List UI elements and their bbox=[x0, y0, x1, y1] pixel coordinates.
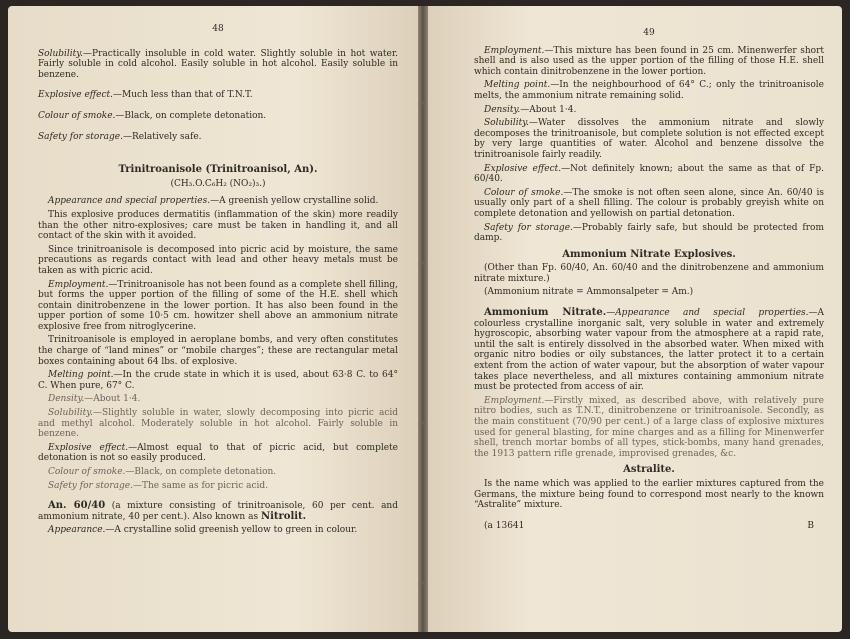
page-number: 49 bbox=[643, 28, 655, 38]
astralite-text: Is the name which was applied to the earlier mixtures captured from the Germans, the mixture being found to correspond most nearly to the known “Astralite” mixture. bbox=[474, 478, 824, 511]
ane-note-ammonium: (Ammonium nitrate = Ammonsalpeter = Am.) bbox=[484, 287, 694, 298]
trinitroanisole-heading: Trinitroanisole (Trinitroanisol, An). bbox=[118, 164, 318, 176]
tna-safety: Safety for storage.—The same as for picric acid. bbox=[48, 480, 269, 491]
an6040-safety: Safety for storage.—Probably fairly safe, but should be protected from damp. bbox=[474, 222, 824, 244]
ammonium-nitrate-explosives-heading: Ammonium Nitrate Explosives. bbox=[562, 248, 736, 260]
ane-note-other-than: (Other than Fp. 60/40, An. 60/40 and the dinitrobenzene and ammonium nitrate mixture.) bbox=[474, 263, 824, 284]
tnt-solubility: Solubility.—Practically insoluble in cold water. Slightly soluble in hot water. Fairly soluble in cold alcohol. Easily soluble in hot alcohol. Easily soluble in benzene. bbox=[38, 48, 398, 80]
an6040-explosive-effect: Explosive effect.—Not definitely known; about the same as that of Fp. 60/40. bbox=[474, 163, 824, 185]
page-number: 48 bbox=[212, 24, 224, 34]
tnt-explosive-effect: Explosive effect.—Much less than that of T.N.T. bbox=[38, 90, 253, 101]
tnt-colour-of-smoke: Colour of smoke.—Black, on complete detonation. bbox=[38, 110, 267, 121]
tnt-safety: Safety for storage.—Relatively safe. bbox=[38, 131, 202, 142]
an6040-definition: An. 60/40 (a mixture consisting of trinitroanisole, 60 per cent. and ammonium nitrate, 40 per cent.). Also known as Nitrolit. bbox=[38, 500, 398, 522]
ammonium-nitrate-appearance: Ammonium Nitrate.—Appearance and special properties.—A colourless crystalline inorganic salt, very soluble in water and extremely hygroscopic, absorbing water vapour from the atmosphere at a rapid rate, until the salt is entirely dissolved in the absorbed water. When mixed with organic nitro bodies or oily substances, the latter protect it to a certain extent from the action of water vapour, but the absorption of water vapour takes place nevertheless, and all mixtures containing ammonium nitrate must be protected from access of air. bbox=[474, 307, 825, 393]
tna-melting-point: Melting point.—In the crude state in which it is used, about 63·8 C. to 64° C. When pure, 67° C. bbox=[38, 370, 398, 391]
tna-colour-of-smoke: Colour of smoke.—Black, on complete detonation. bbox=[48, 467, 277, 477]
tna-aeroplane: Trinitroanisole is employed in aeroplane bombs, and very often constitutes the charge of “land mines” or “mobile charges”; these are rectangular metal boxes containing about 64 lbs. of explosive. bbox=[38, 335, 398, 367]
an6040-melting-point: Melting point.—In the neighbourhood of 64° C.; only the trinitroanisole melts, the ammonium nitrate remaining solid. bbox=[474, 80, 824, 101]
tna-appearance: Appearance and special properties.—A greenish yellow crystalline solid. bbox=[48, 196, 379, 207]
right-page bbox=[428, 6, 842, 632]
ammonium-nitrate-employment: Employment.—Firstly mixed, as described above, with relatively pure nitro bodies, such as T.N.T., dinitrobenzene or trinitroanisole. Secondly, as the main constituent (70/90 per cent.) of a large class of explosive mixtures used for general blasting, for mine charges and as a filling for Minenwerfer shell, trench mortar bombs of all types, stick-bombs, many hand grenades, the 1913 pattern rifle grenade, improvised grenades, &c. bbox=[474, 395, 824, 459]
tna-picric: Since trinitroanisole is decomposed into picric acid by moisture, the same precautions as regards contact with lead and other heavy metals must be taken as with picric acid. bbox=[38, 244, 398, 276]
book-gutter bbox=[418, 6, 428, 632]
an6040-employment: Employment.—This mixture has been found in 25 cm. Minenwerfer short shell and is also used as the upper portion of the filling of those H.E. shell which contain dinitrobenzene in the lower portion. bbox=[474, 45, 824, 77]
an6040-colour-of-smoke: Colour of smoke.—The smoke is not often seen alone, since An. 60/40 is usually only part of a shell filling. The colour is probably greyish white on complete detonation and yellowish on partial detonation. bbox=[474, 187, 824, 219]
trinitroanisole-formula: (CH₃.O.C₆H₂ (NO₂)₃.) bbox=[170, 178, 266, 189]
astralite-heading: Astralite. bbox=[623, 464, 675, 476]
footer-print-code: (a 13641 bbox=[484, 520, 525, 531]
tna-dermatitis: This explosive produces dermatitis (inflammation of the skin) more readily than the other nitro-explosives; care must be taken in handling it, and all contact of the skin with it avoided. bbox=[38, 209, 398, 242]
tna-solubility: Solubility.—Slightly soluble in water, slowly decomposing into picric acid and methyl alcohol. Moderately soluble in hot alcohol. Fairly soluble in benzene. bbox=[38, 408, 398, 440]
tna-explosive-effect: Explosive effect.—Almost equal to that of picric acid, but complete detonation is not so easily produced. bbox=[38, 442, 398, 464]
left-page bbox=[8, 6, 418, 632]
footer-signature-mark: B bbox=[807, 520, 814, 531]
page-footer bbox=[474, 521, 824, 532]
an6040-appearance: Appearance.—A crystalline solid greenish yellow to green in colour. bbox=[48, 525, 358, 536]
tna-employment: Employment.—Trinitroanisole has not been found as a complete shell filling, but forms the upper portion of the filling of some of the H.E. shell which contain dinitrobenzene in the lower portion. It has also been found in the upper portion of some 10·5 cm. howitzer shell above an ammonium nitrate explosive free from nitroglycerine. bbox=[38, 279, 398, 332]
an6040-density: Density.—About 1·4. bbox=[484, 104, 577, 115]
an6040-solubility: Solubility.—Water dissolves the ammonium nitrate and slowly decomposes the trinitroanisole, but complete solution is not effected except by very large quantities of water. Alcohol and benzene dissolve the trinitroanisole fairly readily. bbox=[474, 118, 824, 160]
tna-density: Density.—About 1·4. bbox=[48, 394, 141, 405]
